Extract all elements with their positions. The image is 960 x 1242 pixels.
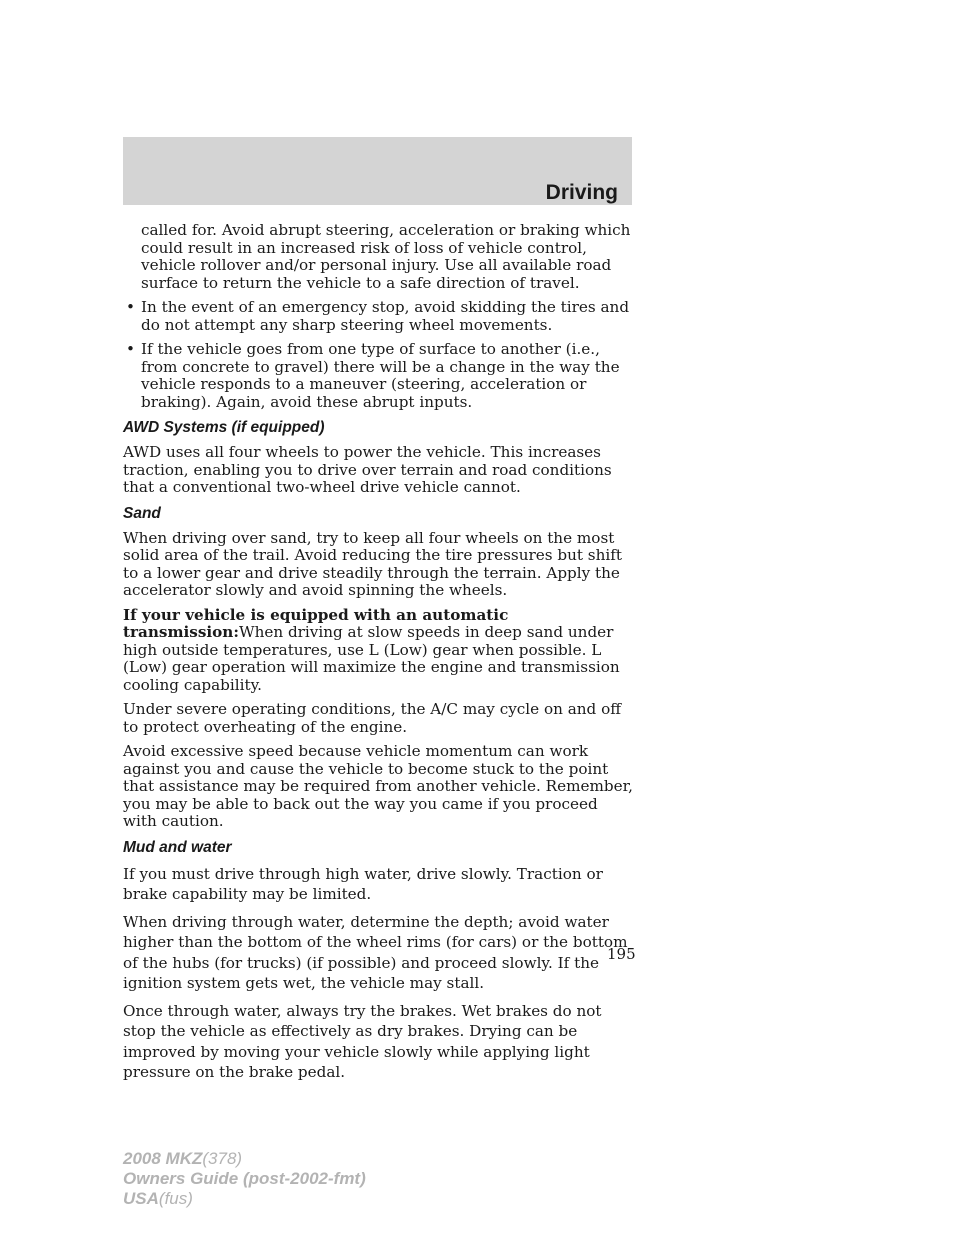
bullet-dot-icon: • [126, 340, 135, 358]
footer-line-model [123, 1149, 366, 1169]
footer-region: USA [123, 1189, 159, 1208]
page-body [123, 222, 635, 1090]
footer-model-code: (378) [202, 1149, 243, 1168]
paragraph-sand-2 [123, 607, 635, 695]
bullet-text: In the event of an emergency stop, avoid skidding the tires and do not attempt any sharp steering wheel movements. [141, 298, 630, 334]
footer-region-code: (fus) [158, 1189, 193, 1208]
heading-sand: Sand [123, 504, 161, 522]
paragraph-sand-3: Under severe operating conditions, the A/C may cycle on and off to protect overheating of the engine. [123, 700, 622, 736]
bullet-item [123, 299, 635, 334]
footer-guide: Owners Guide (post-2002-fmt) [123, 1169, 366, 1188]
section-title: Driving [545, 181, 618, 204]
paragraph-mud-1: If you must drive through high water, drive slowly. Traction or brake capability may be limited. [123, 864, 603, 903]
heading-mud-and-water: Mud and water [123, 838, 232, 856]
paragraph-sand-4: Avoid excessive speed because vehicle momentum can work against you and cause the vehicle to become stuck to the point that assistance may be required from another vehicle. Remember, you may be able to back out the way you came if you proceed with caution. [123, 742, 633, 830]
document-footer [123, 1149, 366, 1209]
paragraph-continued: called for. Avoid abrupt steering, acceleration or braking which could result in an increased risk of loss of vehicle control, vehicle rollover and/or personal injury. Use all available road surface to return the vehicle to a safe direction of travel. [141, 221, 631, 292]
paragraph-sand-2-lead: If your vehicle is equipped with an automatic transmission: [123, 605, 509, 641]
bullet-item [123, 341, 635, 411]
bullet-dot-icon: • [126, 298, 135, 316]
paragraph-sand-2-text: When driving at slow speeds in deep sand under high outside temperatures, use L (Low) gear when possible. L (Low) gear operation will maximize the engine and transmission cooling capability. [123, 623, 620, 694]
paragraph-mud-2: When driving through water, determine the depth; avoid water higher than the bottom of the wheel rims (for cars) or the bottom of the hubs (for trucks) (if possible) and proceed slowly. If the ignition system gets wet, the vehicle may stall. [123, 912, 628, 992]
bullet-text: If the vehicle goes from one type of surface to another (i.e., from concrete to gravel) there will be a change in the way the vehicle responds to a maneuver (steering, acceleration or braking). Again, avoid these abrupt inputs. [141, 340, 620, 411]
footer-line-region [123, 1189, 366, 1209]
section-header-band [123, 137, 632, 205]
paragraph-mud-3: Once through water, always try the brakes. Wet brakes do not stop the vehicle as effectively as dry brakes. Drying can be improved by moving your vehicle slowly while applying light pressure on the brake pedal. [123, 1001, 602, 1081]
page-number: 195 [607, 945, 636, 963]
paragraph-sand-1: When driving over sand, try to keep all four wheels on the most solid area of the trail. Avoid reducing the tire pressures but shift to a lower gear and drive steadily through the terrain. Apply the accelerator slowly and avoid spinning the wheels. [123, 528, 622, 599]
footer-model: 2008 MKZ [123, 1149, 203, 1168]
heading-awd-systems: AWD Systems (if equipped) [123, 419, 325, 436]
paragraph-awd: AWD uses all four wheels to power the vehicle. This increases traction, enabling you to drive over terrain and road conditions that a conventional two-wheel drive vehicle cannot. [123, 443, 612, 496]
